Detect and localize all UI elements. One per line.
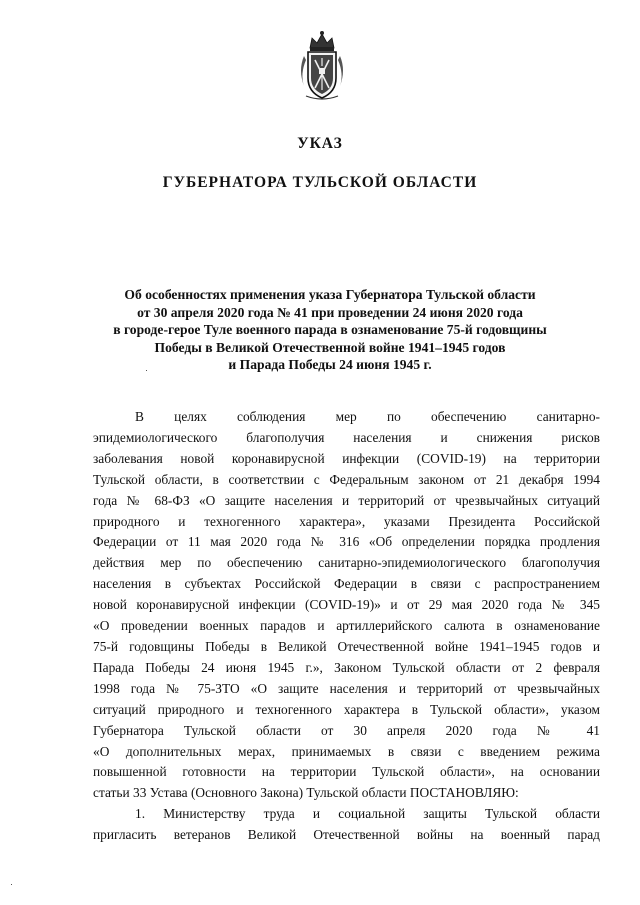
body-line: «О дополнительных мерах, принимаемых в связи с введением режима: [93, 743, 600, 759]
body-line: 1. Министерству труда и социальной защиты Тульской области: [135, 806, 600, 822]
body-line: 75-й годовщины Победы в Великой Отечественной войне 1941–1945 годов и: [93, 638, 600, 654]
subject-line: в городе-герое Туле военного парада в ознаменование 75-й годовщины: [113, 322, 547, 338]
body-line: Парада Победы 24 июня 1945 г.», Законом Тульской области от 2 февраля: [93, 659, 600, 675]
body-line: В целях соблюдения мер по обеспечению санитарно-: [135, 409, 600, 424]
body-line: Тульской области, в соответствии с Федеральным законом от 21 декабря 1994: [93, 471, 600, 487]
body-line: 1998 года № 75-ЗТО «О защите населения и территорий от чрезвычайных: [93, 680, 600, 696]
body-line: пригласить ветеранов Великой Отечественной войны на военный парад: [93, 827, 600, 843]
scan-speck: [11, 884, 12, 885]
body-line: эпидемиологического благополучия населения и снижения рисков: [93, 429, 600, 445]
scan-speck: [146, 370, 147, 371]
body-line: заболевания новой коронавирусной инфекции (COVID-19) на территории: [93, 450, 600, 466]
body-line: действия мер по обеспечению санитарно-эпидемиологического благополучия: [93, 555, 600, 571]
coat-of-arms-icon: [296, 30, 348, 102]
decree-body: [93, 407, 600, 846]
body-line: новой коронавирусной инфекции (COVID-19)» и от 29 мая 2020 года № 345: [93, 597, 600, 613]
body-line: статьи 33 Устава (Основного Закона) Тульской области ПОСТАНОВЛЯЮ:: [93, 785, 519, 801]
body-line: «О проведении военных парадов и артиллерийского салюта в ознаменование: [93, 618, 600, 634]
body-line: Губернатора Тульской области от 30 апреля 2020 года № 41: [93, 722, 600, 738]
body-line: населения в субъектах Российской Федерации в связи с распространением: [93, 576, 600, 592]
subject-line: от 30 апреля 2020 года № 41 при проведении 24 июня 2020 года: [137, 304, 523, 320]
body-line: природного и техногенного характера», указами Президента Российской: [93, 513, 600, 529]
subject-line: Победы в Великой Отечественной войне 1941–1945 годов: [154, 339, 506, 355]
subject-line: и Парада Победы 24 июня 1945 г.: [228, 357, 432, 373]
decree-subject: [95, 286, 565, 374]
body-line: Федерации от 11 мая 2020 года № 316 «Об определении порядка продления: [93, 534, 600, 550]
subject-line: Об особенностях применения указа Губернатора Тульской области: [124, 287, 536, 302]
body-line: ситуаций природного и техногенного характера в Тульской области», указом: [93, 701, 600, 717]
document-subtitle: ГУБЕРНАТОРА ТУЛЬСКОЙ ОБЛАСТИ: [162, 174, 478, 191]
body-line: повышенной готовности на территории Тульской области», на основании: [93, 764, 600, 780]
body-line: года № 68-ФЗ «О защите населения и территорий от чрезвычайных ситуаций: [93, 492, 600, 508]
document-title: УКАЗ: [297, 135, 343, 152]
